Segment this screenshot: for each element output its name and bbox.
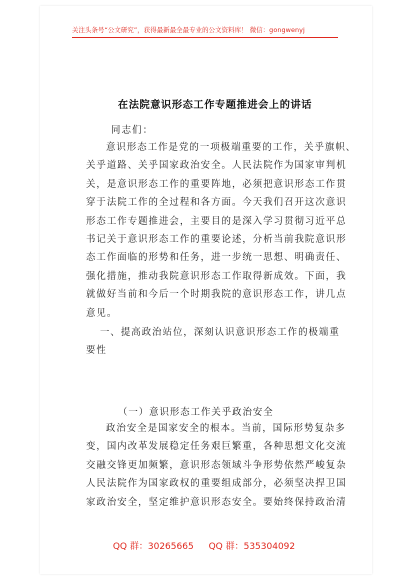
paragraph-line: 穿于法院工作的全过程和各方面。今天我们召开这次意识 xyxy=(86,197,347,209)
paragraph-line: 意识形态工作是党的一项极端重要的工作，关乎旗帜、 xyxy=(106,142,357,153)
salutation: 同志们： xyxy=(111,125,154,136)
paragraph-line: 关乎道路、关乎国家政治安全。人民法院作为国家审判机 xyxy=(86,160,347,172)
subsection-heading-1: （一）意识形态工作关乎政治安全 xyxy=(118,407,274,418)
paragraph-line: 意见。 xyxy=(86,307,118,319)
footer-qq-group-1: QQ 群：30265665 xyxy=(112,542,194,552)
paragraph-line: 家政治安全，坚定维护意识形态安全。要始终保持政治清 xyxy=(86,496,347,508)
section-heading-line: 一、提高政治站位，深刻认识意识形态工作的极端重 xyxy=(100,327,340,338)
paragraph-line: 关，是意识形态工作的重要阵地，必须把意识形态工作贯 xyxy=(86,178,347,190)
paragraph-line: 变，国内改革发展稳定任务艰巨繁重，各种思想文化交流 xyxy=(86,441,347,453)
header-banner: 关注头条号“公文研究”，获得最新最全最专业的公文资料库！ 微信：gongwenyj xyxy=(72,26,305,34)
document-title: 在法院意识形态工作专题推进会上的讲话 xyxy=(117,99,313,111)
paragraph-line: 强化措施，推动我院意识形态工作取得新成效。下面，我 xyxy=(86,270,347,282)
section-heading-line: 要性 xyxy=(86,345,107,357)
footer-qq-group-2: QQ 群：535304092 xyxy=(208,542,296,552)
paragraph-line: 政治安全是国家安全的根本。当前，国际形势复杂多 xyxy=(106,423,346,434)
paragraph-line: 交融交锋更加频繁，意识形态领域斗争形势依然严峻复杂 xyxy=(86,459,347,471)
paragraph-line: 态工作面临的形势和任务，进一步统一思想、明确责任、 xyxy=(86,252,347,264)
footer-contact xyxy=(0,539,408,552)
header-divider xyxy=(72,37,338,38)
paragraph-line: 形态工作专题推进会，主要目的是深入学习贯彻习近平总 xyxy=(86,215,347,227)
paragraph-political-security xyxy=(86,420,356,512)
paragraph-line: 人民法院作为国家政权的重要组成部分，必须坚决捍卫国 xyxy=(86,478,347,490)
section-heading-1 xyxy=(86,324,356,361)
paragraph-opening xyxy=(86,139,356,323)
paragraph-line: 书记关于意识形态工作的重要论述，分析当前我院意识形 xyxy=(86,233,347,245)
paragraph-line: 就做好当前和今后一个时期我院的意识形态工作，讲几点 xyxy=(86,289,347,301)
